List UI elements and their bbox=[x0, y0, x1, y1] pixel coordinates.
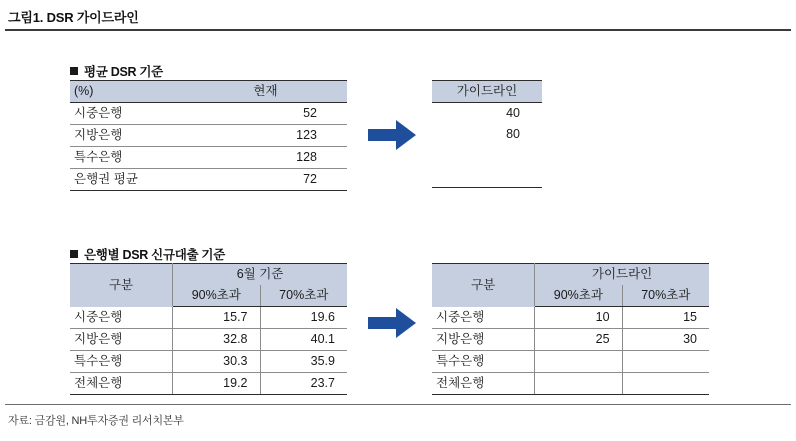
row-value-over90: 32.8 bbox=[173, 329, 260, 351]
row-value-over70: 15 bbox=[622, 307, 709, 329]
row-label: 지방은행 bbox=[432, 329, 535, 351]
table-header-row-group bbox=[70, 264, 347, 286]
col-header-unit: (%) bbox=[70, 81, 184, 103]
row-label: 특수은행 bbox=[70, 351, 173, 373]
row-label: 전체은행 bbox=[70, 373, 173, 395]
title-divider bbox=[5, 29, 791, 31]
row-value: 123 bbox=[184, 125, 347, 147]
average-dsr-guideline-table bbox=[432, 80, 542, 188]
table-row bbox=[70, 147, 347, 169]
row-value-over70 bbox=[622, 373, 709, 395]
col-header-gubun: 구분 bbox=[432, 264, 535, 307]
row-value: 40 bbox=[506, 106, 520, 120]
row-label: 시중은행 bbox=[432, 307, 535, 329]
row-value-over90: 19.2 bbox=[173, 373, 260, 395]
table-row bbox=[70, 329, 347, 351]
row-value bbox=[432, 145, 542, 166]
row-label: 시중은행 bbox=[70, 307, 173, 329]
row-value bbox=[432, 166, 542, 188]
row-label: 지방은행 bbox=[70, 329, 173, 351]
square-bullet-icon bbox=[70, 250, 78, 258]
col-header-june: 6월 기준 bbox=[173, 264, 347, 286]
row-value-over90 bbox=[535, 351, 622, 373]
table-row bbox=[70, 307, 347, 329]
row-value-over90: 15.7 bbox=[173, 307, 260, 329]
row-value: 128 bbox=[184, 147, 347, 169]
average-dsr-current-table bbox=[70, 80, 347, 191]
row-value-over90: 30.3 bbox=[173, 351, 260, 373]
col-header-over90: 90%초과 bbox=[173, 285, 260, 307]
row-label: 특수은행 bbox=[432, 351, 535, 373]
row-value-over70 bbox=[622, 351, 709, 373]
right-arrow-icon bbox=[368, 120, 416, 150]
square-bullet-icon bbox=[70, 67, 78, 75]
row-value: 52 bbox=[184, 103, 347, 125]
table-header-row bbox=[432, 81, 542, 103]
table-row bbox=[432, 351, 709, 373]
col-header-guideline: 가이드라인 bbox=[535, 264, 709, 286]
table-row bbox=[432, 373, 709, 395]
section1-heading-label: 평균 DSR 기준 bbox=[84, 65, 163, 79]
col-header-current: 현재 bbox=[184, 81, 347, 103]
section1-heading bbox=[70, 62, 163, 80]
row-value-over90 bbox=[535, 373, 622, 395]
row-value-over70: 35.9 bbox=[260, 351, 347, 373]
table-header-row-group bbox=[432, 264, 709, 286]
section2-heading-label: 은행별 DSR 신규대출 기준 bbox=[84, 248, 225, 262]
table-row bbox=[432, 307, 709, 329]
row-label: 전체은행 bbox=[432, 373, 535, 395]
source-note: 자료: 금감원, NH투자증권 리서치본부 bbox=[8, 415, 184, 427]
row-value-over70: 23.7 bbox=[260, 373, 347, 395]
table-row bbox=[432, 124, 542, 145]
table-row bbox=[432, 166, 542, 188]
col-header-over70: 70%초과 bbox=[622, 285, 709, 307]
bank-dsr-guideline-table bbox=[432, 263, 709, 395]
col-header-guideline: 가이드라인 bbox=[432, 81, 542, 103]
table-header-row bbox=[70, 81, 347, 103]
row-value-over70: 19.6 bbox=[260, 307, 347, 329]
table-row bbox=[432, 329, 709, 351]
table-row bbox=[70, 373, 347, 395]
row-value-over90: 25 bbox=[535, 329, 622, 351]
row-value: 80 bbox=[506, 127, 520, 141]
col-header-over70: 70%초과 bbox=[260, 285, 347, 307]
table-row bbox=[70, 351, 347, 373]
table-row bbox=[70, 103, 347, 125]
row-label: 시중은행 bbox=[70, 103, 184, 125]
section2-heading bbox=[70, 245, 225, 263]
row-value-over70: 30 bbox=[622, 329, 709, 351]
page-title: 그림1. DSR 가이드라인 bbox=[8, 10, 139, 25]
row-value-over90: 10 bbox=[535, 307, 622, 329]
table-row bbox=[432, 103, 542, 125]
row-value: 72 bbox=[184, 169, 347, 191]
bank-dsr-current-table bbox=[70, 263, 347, 395]
source-divider bbox=[5, 404, 791, 405]
row-label: 은행권 평균 bbox=[70, 169, 184, 191]
row-label: 특수은행 bbox=[70, 147, 184, 169]
row-value-over70: 40.1 bbox=[260, 329, 347, 351]
row-label: 지방은행 bbox=[70, 125, 184, 147]
table-row bbox=[70, 125, 347, 147]
col-header-over90: 90%초과 bbox=[535, 285, 622, 307]
right-arrow-icon bbox=[368, 308, 416, 338]
table-row bbox=[432, 145, 542, 166]
table-row bbox=[70, 169, 347, 191]
col-header-gubun: 구분 bbox=[70, 264, 173, 307]
